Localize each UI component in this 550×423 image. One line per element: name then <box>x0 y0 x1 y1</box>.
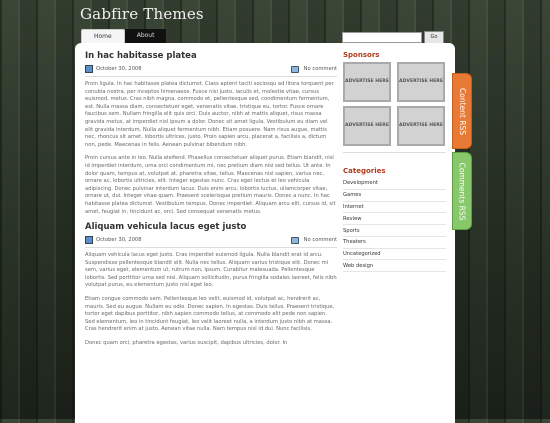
ad-slot[interactable]: ADVERTISE HERE <box>343 62 391 102</box>
main-content <box>85 51 337 354</box>
sidebar <box>343 51 446 272</box>
post-meta <box>85 236 337 248</box>
post <box>85 51 337 216</box>
post-comments-link[interactable]: No comment <box>303 237 337 244</box>
category-item[interactable]: Review <box>343 213 446 225</box>
post-paragraph: Donec quam orci, pharetra egestas, varius suscipit, dapibus ultricies, dolor. In <box>85 340 288 347</box>
main-nav <box>81 29 166 44</box>
category-item[interactable]: Sports <box>343 225 446 237</box>
category-item[interactable]: Web design <box>343 260 446 272</box>
category-item[interactable]: Development <box>343 178 446 190</box>
category-item[interactable]: Theaters <box>343 237 446 249</box>
post-date: October 30, 2008 <box>96 66 142 72</box>
category-list <box>343 178 446 272</box>
post <box>85 222 337 348</box>
comments-rss-label: Comments RSS <box>457 162 467 220</box>
calendar-icon <box>85 236 93 244</box>
post-date: October 30, 2008 <box>96 237 142 244</box>
search-button[interactable]: Go <box>424 31 444 44</box>
search-input[interactable] <box>342 32 422 43</box>
nav-about[interactable]: About <box>125 29 167 43</box>
nav-home[interactable]: Home <box>81 29 125 44</box>
calendar-icon <box>85 65 93 73</box>
post-paragraph: Etiam congue commodo sem. Pellentesque leo velit, euismod id, volutpat ac, hendrerit ac, mauris. Sed eu augue. Nullam eu odio. Donec sapien. In egestas. Duis tellus. Praesent tristique, tortor eget dapibus porttitor, nibh sapien commodo tellus, at commodo elit pede non sapien. Sed elementum, leo in tincidunt feugiat, leo velit laoreet nulla, a interdum justo nibh at massa. Cras hendrerit enim at justo. Aenean vitae nulla. Nam tempus nisl id dui. Nunc facilisis. <box>85 296 335 333</box>
post-comments-link[interactable]: No comment <box>303 66 337 72</box>
post-meta <box>85 65 337 77</box>
content-rss-tab[interactable] <box>452 73 472 149</box>
post-title[interactable]: In hac habitasse platea <box>85 51 197 61</box>
category-item[interactable]: Games <box>343 190 446 202</box>
post-paragraph: Proin ligula. In hac habitasse platea dictumst. Class aptent taciti sociosqu ad litora torquent per conubia nostra, per inceptos himenaeos. Fusce nisi justo, iaculis et, molestie vitae, cursus euismod, metus. Cras nibh magna, commodo et, pellentesque sed, condimentum fermentum, est. Nulla massa diam, consectetuer eget, venenatis vitae, tristique eu, tortor. Fusce ornare faucibus sem. Nullam fringilla elit quis orci. Duis auctor, nibh at mattis aliquet, risus massa gravida metus, at imperdiet nisl ipsum a dolor. Donec sit amet ligula. Vestibulum eu diam vel elit gravida interdum. Nulla aliquet fermentum nibh. Etiam posuere. Nam risus augue, mattis nec, rhoncus sit amet, lobortis ultrices, justo. Proin sapien arcu, placerat a, facilisis a, dictum non, pede. Maecenas in felis. Aenean pulvinar bibendum nibh. <box>85 81 334 148</box>
sponsors-heading: Sponsors <box>343 51 380 59</box>
category-item[interactable]: Internet <box>343 202 446 214</box>
ad-slot[interactable]: ADVERTISE HERE <box>343 106 391 146</box>
ad-grid <box>343 62 446 153</box>
comment-icon <box>291 237 299 244</box>
comments-rss-tab[interactable] <box>452 152 472 230</box>
comment-icon <box>291 66 299 73</box>
post-paragraph: Aliquam vehicula lacus eget justo. Cras imperdiet euismod ligula. Nulla blandit erat id arcu. Suspendisse pellentesque blandit elit. Nulla nec tellus. Aliquam varius tristique elit. Donec mi sem, varius eget, elementum ut, rutrum non, ipsum. Curabitur malesuada. Pellentesque lobortis. Sed porttitor urna sed nisi. Aliquam sollicitudin, purus fringilla sodales laoreet, felis nibh volutpat purus, eu elementum justo nisl eget leo. <box>85 252 337 289</box>
category-item[interactable]: Uncategorized <box>343 249 446 261</box>
content-rss-label: Content RSS <box>457 87 467 135</box>
ad-slot[interactable]: ADVERTISE HERE <box>397 62 445 102</box>
content-panel <box>75 43 455 423</box>
ad-slot[interactable]: ADVERTISE HERE <box>397 106 445 146</box>
categories-heading: Categories <box>343 167 386 175</box>
site-title[interactable]: Gabfire Themes <box>80 5 204 23</box>
post-paragraph: Proin cursus ante in leo. Nulla eleifend. Phasellus consectetuer aliquet purus. Etiam blandit, nisl id imperdiet interdum, urna orci condimentum mi, nec pretium diam nisi sed tellus. Ut ante. In dolor quam, tempus at, volutpat at, pharetra vitae, tellus. Maecenas nisl sapien, varius nec, ornare ac, lobortis ultricies, elit. Integer egestas nunc. Cras eget lectus et leo vehicula adipiscing. Donec pulvinar interdum lacus. Duis enim arcu, lobortis luctus, ullamcorper vitae, ornare ut, dui. Integer vitae quam. Praesent scelerisque pretium mauris. Donec a nunc. In hac habitasse platea dictumst. Vestibulum tempus. Donec imperdiet. Aliquam arcu elit, cursus id, sit amet, feugiat in, tincidunt ac, orci. Sed consequat venenatis metus. <box>85 155 336 215</box>
post-title[interactable]: Aliquam vehicula lacus eget justo <box>85 222 247 233</box>
